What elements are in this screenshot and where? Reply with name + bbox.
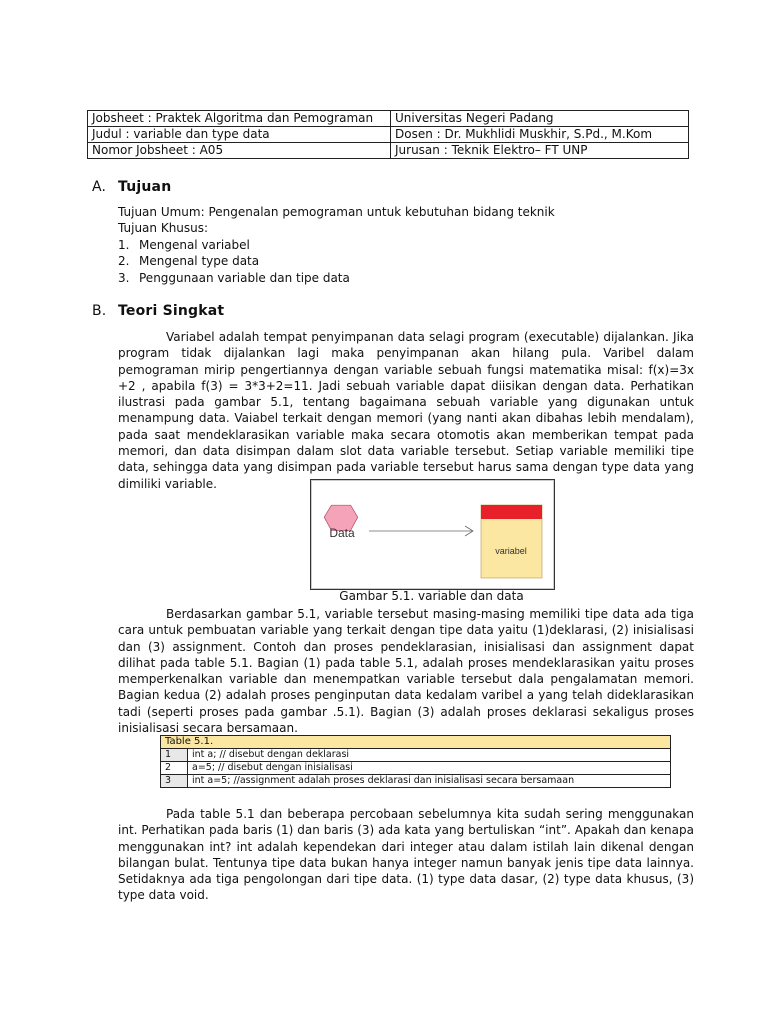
figure-caption: Gambar 5.1. variable dan data [339,589,524,603]
table-row-code: a=5; // disebut dengan inisialisasi [188,762,671,775]
table-row [161,749,671,762]
table-row [161,775,671,788]
table-row-number: 2 [161,762,188,775]
header-cell: Dosen : Dr. Mukhlidi Muskhir, S.Pd., M.Kom [391,127,689,143]
section-b-number: B. [92,303,107,319]
data-label: Data [329,526,355,540]
figure-variable-data [310,479,555,590]
tujuan-khusus-label: Tujuan Khusus: [118,221,209,235]
header-row [88,111,689,127]
header-cell: Judul : variable dan type data [88,127,391,143]
table-row-number: 3 [161,775,188,788]
table-title-row [161,736,671,749]
figure-illustration [311,480,554,589]
table-row-code: int a=5; //assignment adalah proses deklarasi dan inisialisasi secara bersamaan [188,775,671,788]
header-cell: Universitas Negeri Padang [391,111,689,127]
tujuan-umum: Tujuan Umum: Pengenalan pemograman untuk kebutuhan bidang teknik [118,205,555,219]
table-row-number: 1 [161,749,188,762]
section-a-heading [92,179,171,195]
list-item: Mengenal type data [139,254,260,268]
header-row [88,127,689,143]
table-title: Table 5.1. [161,736,671,749]
header-cell: Jobsheet : Praktek Algoritma dan Pemograman [88,111,391,127]
list-item-number: 3. [118,271,130,285]
paragraph-variabel: Variabel adalah tempat penyimpanan data selagi program (executable) dijalankan. Jika program tidak dijalankan lagi maka penyimpanan akan hilang pula. Varibel dalam pemograman mirip pengertiannya dengan variable sebuah fungsi matematika misal: f(x)=3x +2 , apabila f(3) = 3*3+2=11. Jadi sebuah variable dapat diisikan dengan data. Perhatikan ilustrasi pada gambar 5.1, tentang bagaimana sebuah variable yang digunakan untuk menampung data. Vaiabel terkait dengan memori (yang nanti akan dibahas lebih mendalam), pada saat mendeklarasikan variable maka secara otomotis akan memberikan tempat pada memori, dan data disimpan dalam slot data variable tersebut. Setiap variable memiliki tipe data, sehingga data yang disimpan pada variable tersebut harus sama dengan type data yang dimiliki variable. [118,330,694,491]
variable-label: variabel [495,546,527,556]
table-row [161,762,671,775]
section-b-title: Teori Singkat [118,303,225,319]
list-item: Penggunaan variable dan tipe data [139,271,350,285]
list-item-number: 2. [118,254,130,268]
section-a-number: A. [92,179,107,195]
paragraph-pada-table: Pada table 5.1 dan beberapa percobaan sebelumnya kita sudah sering menggunakan int. Perhatikan pada baris (1) dan baris (3) ada kata yang bertuliskan “int”. Apakah dan kenapa menggunakan int? int adalah kependekan dari integer atau dalam istilah lain dikenal dengan bilangan bulat. Tentunya tipe data bukan hanya integer namun banyak jenis tipe data lainnya. Setidaknya ada tiga pengolongan dari tipe data. (1) type data dasar, (2) type data khusus, (3) type data void. [118,807,694,903]
paragraph-berdasarkan: Berdasarkan gambar 5.1, variable tersebut masing-masing memiliki tipe data ada tiga cara untuk pembuatan variable yang terkait dengan tipe data yaitu (1)deklarasi, (2) inisialisasi dan (3) assignment. Contoh dan proses pendeklarasian, inisialisasi dan assignment dapat dilihat pada table 5.1. Bagian (1) pada table 5.1, adalah proses mendeklarasikan yaitu proses memperkenalkan variable dan menempatkan variable tersebut dala pengalamatan memori. Bagian kedua (2) adalah proses penginputan data kedalam varibel a yang telah dideklarasikan tadi (seperti proses pada gambar .5.1). Bagian (3) adalah proses deklarasi sekaligus proses inisialisasi secara bersamaan. [118,607,694,736]
header-cell: Jurusan : Teknik Elektro– FT UNP [391,143,689,159]
list-item-number: 1. [118,238,130,252]
section-b-heading [92,303,224,319]
table-row-code: int a; // disebut dengan deklarasi [188,749,671,762]
jobsheet-header-table [87,110,689,159]
table-5-1 [160,735,671,788]
header-row [88,143,689,159]
header-cell: Nomor Jobsheet : A05 [88,143,391,159]
variable-box-top [481,505,542,519]
section-a-title: Tujuan [118,179,172,195]
list-item: Mengenal variabel [139,238,250,252]
